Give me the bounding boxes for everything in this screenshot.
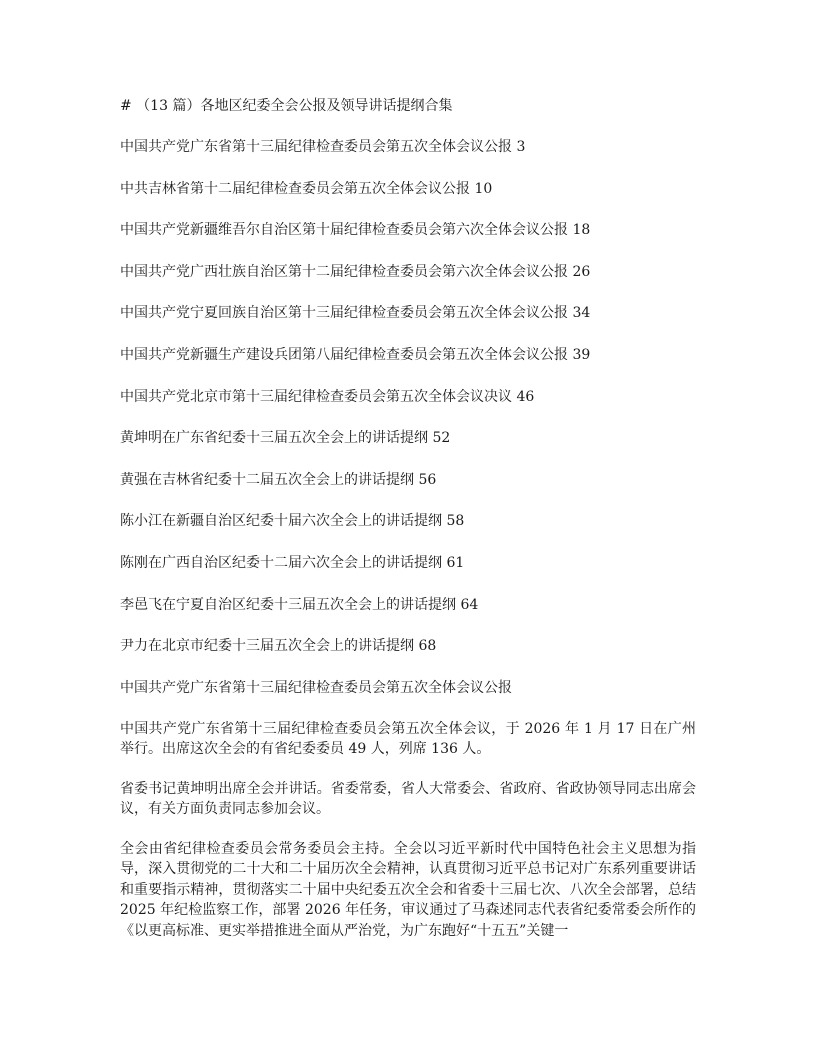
document-page: [120, 96, 696, 960]
table-of-contents: [120, 137, 696, 656]
toc-entry: 中共吉林省第十二届纪律检查委员会第五次全体会议公报 10: [120, 180, 493, 197]
body-paragraph: 省委书记黄坤明出席全会并讲话。省委常委，省人大常委会、省政府、省政协领导同志出席会议，有关方面负责同志参加会议。: [120, 780, 696, 818]
body-paragraph: 中国共产党广东省第十三届纪律检查委员会第五次全体会议，于 2026 年 1 月 17 日在广州举行。出席这次全会的有省纪委委员 49 人，列席 136 人。: [120, 720, 696, 758]
toc-entry: 陈刚在广西自治区纪委十二届六次全会上的讲话提纲 61: [120, 554, 465, 571]
toc-entry: 黄强在吉林省纪委十二届五次全会上的讲话提纲 56: [120, 471, 437, 488]
toc-entry: 中国共产党宁夏回族自治区第十三届纪律检查委员会第五次全体会议公报 34: [120, 305, 591, 322]
toc-entry: 中国共产党北京市第十三届纪律检查委员会第五次全体会议决议 46: [120, 388, 535, 405]
body-paragraph: 全会由省纪律检查委员会常务委员会主持。全会以习近平新时代中国特色社会主义思想为指导，深入贯彻党的二十大和二十届历次全会精神，认真贯彻习近平总书记对广东系列重要讲话和重要指示精神，贯彻落实二十届中央纪委五次全会和省委十三届七次、八次全会部署，总结 2025 年纪检监察工作，部署 2026 年任务，审议通过了马森述同志代表省纪委常委会所作的《以更高标准、更实举措推进全面从严治党，为广东跑好“十五五”关键一: [120, 840, 696, 939]
toc-entry: 中国共产党广东省第十三届纪律检查委员会第五次全体会议公报 3: [120, 139, 526, 155]
toc-entry: 中国共产党广西壮族自治区第十二届纪律检查委员会第六次全体会议公报 26: [120, 263, 591, 280]
toc-entry: 尹力在北京市纪委十三届五次全会上的讲话提纲 68: [120, 638, 437, 655]
toc-entry: 陈小江在新疆自治区纪委十届六次全会上的讲话提纲 58: [120, 513, 465, 530]
toc-entry: 中国共产党新疆生产建设兵团第八届纪律检查委员会第五次全体会议公报 39: [120, 346, 591, 363]
toc-entry: 李邑飞在宁夏自治区纪委十三届五次全会上的讲话提纲 64: [120, 596, 479, 613]
section-title: 中国共产党广东省第十三届纪律检查委员会第五次全体会议公报: [120, 679, 512, 696]
toc-entry: 黄坤明在广东省纪委十三届五次全会上的讲话提纲 52: [120, 430, 451, 447]
toc-entry: 中国共产党新疆维吾尔自治区第十届纪律检查委员会第六次全体会议公报 18: [120, 222, 591, 239]
document-heading: # （13 篇）各地区纪委全会公报及领导讲话提纲合集: [120, 98, 453, 114]
